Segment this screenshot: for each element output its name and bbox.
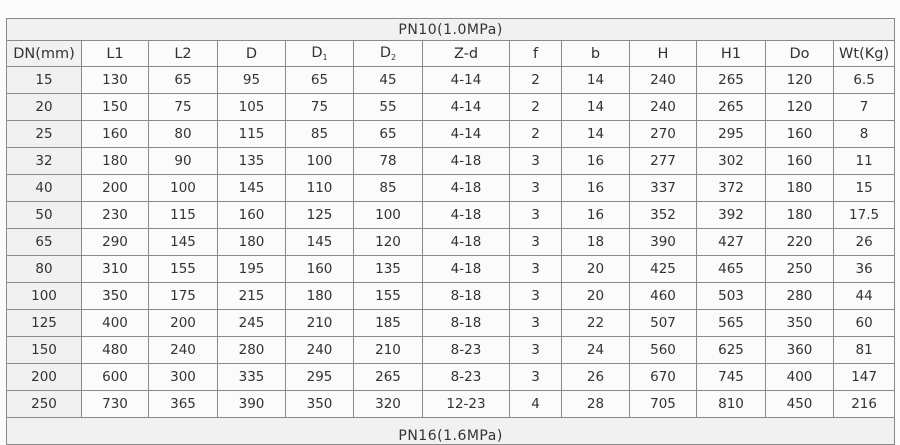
table-cell-d2: 78 xyxy=(354,148,423,175)
table-cell-l1: 400 xyxy=(82,310,149,337)
table-cell-d2: 210 xyxy=(354,337,423,364)
table-cell-h: 560 xyxy=(630,337,697,364)
table-cell-d: 180 xyxy=(218,229,286,256)
table-cell-d: 335 xyxy=(218,364,286,391)
table-cell-l1: 350 xyxy=(82,283,149,310)
table-cell-z-d: 4-18 xyxy=(423,229,510,256)
table-cell-l2: 115 xyxy=(149,202,218,229)
table-cell-l1: 180 xyxy=(82,148,149,175)
table-cell-d1: 350 xyxy=(286,391,354,418)
table-cell-d1: 110 xyxy=(286,175,354,202)
table-cell-z-d: 12-23 xyxy=(423,391,510,418)
table-cell-h1: 265 xyxy=(697,67,766,94)
table-cell-f: 3 xyxy=(510,364,562,391)
column-header-h1: H1 xyxy=(697,41,766,67)
column-header-d1: $D_1$ xyxy=(286,41,354,67)
table-cell-b: 20 xyxy=(562,283,630,310)
table-cell-d1: 65 xyxy=(286,67,354,94)
table-cell-f: 2 xyxy=(510,67,562,94)
table-cell-h: 390 xyxy=(630,229,697,256)
table-cell-wt: 44 xyxy=(834,283,895,310)
table-cell-z-d: 4-18 xyxy=(423,175,510,202)
table-row xyxy=(7,148,895,175)
table-cell-b: 16 xyxy=(562,202,630,229)
table-cell-b: 22 xyxy=(562,310,630,337)
table-cell-d2: 85 xyxy=(354,175,423,202)
table-cell-h1: 302 xyxy=(697,148,766,175)
table-cell-h1: 465 xyxy=(697,256,766,283)
table-cell-wt: 36 xyxy=(834,256,895,283)
table-cell-d: 390 xyxy=(218,391,286,418)
table-cell-h1: 265 xyxy=(697,94,766,121)
table-cell-z-d: 4-14 xyxy=(423,121,510,148)
table-cell-l1: 150 xyxy=(82,94,149,121)
table-cell-z-d: 4-14 xyxy=(423,67,510,94)
table-row xyxy=(7,94,895,121)
table-cell-dn: 40 xyxy=(7,175,82,202)
next-section-title-row xyxy=(7,418,895,445)
table-cell-b: 18 xyxy=(562,229,630,256)
table-cell-dn: 65 xyxy=(7,229,82,256)
table-cell-l1: 160 xyxy=(82,121,149,148)
table-cell-l1: 310 xyxy=(82,256,149,283)
table-cell-do: 180 xyxy=(766,202,834,229)
table-cell-l2: 365 xyxy=(149,391,218,418)
table-cell-d: 145 xyxy=(218,175,286,202)
table-cell-b: 24 xyxy=(562,337,630,364)
table-cell-l1: 200 xyxy=(82,175,149,202)
table-cell-d2: 185 xyxy=(354,310,423,337)
column-header-dn: DN(mm) xyxy=(7,41,82,67)
table-cell-f: 2 xyxy=(510,94,562,121)
table-cell-dn: 200 xyxy=(7,364,82,391)
table-cell-h: 352 xyxy=(630,202,697,229)
table-cell-z-d: 4-14 xyxy=(423,94,510,121)
table-cell-dn: 150 xyxy=(7,337,82,364)
table-cell-d: 280 xyxy=(218,337,286,364)
table-row xyxy=(7,310,895,337)
table-cell-d1: 145 xyxy=(286,229,354,256)
table-cell-l1: 600 xyxy=(82,364,149,391)
section-title: PN10(1.0MPa) xyxy=(7,19,895,41)
table-cell-wt: 26 xyxy=(834,229,895,256)
table-cell-dn: 15 xyxy=(7,67,82,94)
table-cell-do: 400 xyxy=(766,364,834,391)
table-cell-dn: 20 xyxy=(7,94,82,121)
table-cell-b: 14 xyxy=(562,67,630,94)
table-cell-d1: 240 xyxy=(286,337,354,364)
table-cell-h1: 565 xyxy=(697,310,766,337)
table-cell-d2: 65 xyxy=(354,121,423,148)
table-row xyxy=(7,229,895,256)
table-cell-h1: 503 xyxy=(697,283,766,310)
table-cell-dn: 250 xyxy=(7,391,82,418)
table-cell-h: 240 xyxy=(630,67,697,94)
table-cell-b: 14 xyxy=(562,121,630,148)
table-cell-z-d: 4-18 xyxy=(423,256,510,283)
table-cell-d1: 180 xyxy=(286,283,354,310)
table-cell-h: 277 xyxy=(630,148,697,175)
table-row xyxy=(7,121,895,148)
column-header-f: f xyxy=(510,41,562,67)
table-cell-h: 507 xyxy=(630,310,697,337)
table-cell-h1: 745 xyxy=(697,364,766,391)
table-cell-do: 350 xyxy=(766,310,834,337)
table-row xyxy=(7,391,895,418)
table-cell-d1: 160 xyxy=(286,256,354,283)
table-cell-d2: 45 xyxy=(354,67,423,94)
table-cell-d1: 295 xyxy=(286,364,354,391)
table-cell-d: 245 xyxy=(218,310,286,337)
table-cell-d1: 210 xyxy=(286,310,354,337)
table-cell-d: 115 xyxy=(218,121,286,148)
table-cell-f: 3 xyxy=(510,337,562,364)
table-cell-f: 3 xyxy=(510,229,562,256)
table-cell-f: 3 xyxy=(510,283,562,310)
table-cell-l2: 300 xyxy=(149,364,218,391)
table-cell-b: 16 xyxy=(562,175,630,202)
table-cell-h: 670 xyxy=(630,364,697,391)
table-cell-h: 337 xyxy=(630,175,697,202)
table-cell-l2: 145 xyxy=(149,229,218,256)
table-cell-l2: 175 xyxy=(149,283,218,310)
table-cell-f: 3 xyxy=(510,148,562,175)
table-cell-do: 180 xyxy=(766,175,834,202)
table-cell-wt: 15 xyxy=(834,175,895,202)
section-title-row xyxy=(7,19,895,41)
table-cell-z-d: 8-18 xyxy=(423,283,510,310)
table-cell-l1: 130 xyxy=(82,67,149,94)
table-cell-h1: 427 xyxy=(697,229,766,256)
table-cell-dn: 25 xyxy=(7,121,82,148)
column-header-l1: L1 xyxy=(82,41,149,67)
table-cell-h: 240 xyxy=(630,94,697,121)
table-cell-h: 270 xyxy=(630,121,697,148)
table-cell-d: 105 xyxy=(218,94,286,121)
table-row xyxy=(7,337,895,364)
column-header-wt: Wt(Kg) xyxy=(834,41,895,67)
table-cell-d2: 265 xyxy=(354,364,423,391)
table-cell-do: 120 xyxy=(766,67,834,94)
table-cell-wt: 17.5 xyxy=(834,202,895,229)
column-header-z-d: Z-d xyxy=(423,41,510,67)
table-cell-d2: 155 xyxy=(354,283,423,310)
table-cell-d: 95 xyxy=(218,67,286,94)
column-header-h: H xyxy=(630,41,697,67)
table-cell-l2: 90 xyxy=(149,148,218,175)
table-cell-d2: 320 xyxy=(354,391,423,418)
table-cell-f: 4 xyxy=(510,391,562,418)
table-cell-h: 460 xyxy=(630,283,697,310)
table-cell-l1: 480 xyxy=(82,337,149,364)
table-cell-d2: 120 xyxy=(354,229,423,256)
table-cell-l2: 100 xyxy=(149,175,218,202)
table-row xyxy=(7,67,895,94)
table-cell-do: 280 xyxy=(766,283,834,310)
table-cell-d: 135 xyxy=(218,148,286,175)
table-cell-l1: 730 xyxy=(82,391,149,418)
table-cell-h1: 625 xyxy=(697,337,766,364)
table-row xyxy=(7,283,895,310)
table-cell-b: 28 xyxy=(562,391,630,418)
column-header-d2: $D_2$ xyxy=(354,41,423,67)
table-cell-h1: 810 xyxy=(697,391,766,418)
table-row xyxy=(7,202,895,229)
table-cell-wt: 60 xyxy=(834,310,895,337)
table-cell-d2: 100 xyxy=(354,202,423,229)
table-cell-l2: 65 xyxy=(149,67,218,94)
table-cell-wt: 11 xyxy=(834,148,895,175)
table-cell-z-d: 8-23 xyxy=(423,337,510,364)
table-cell-wt: 216 xyxy=(834,391,895,418)
table-cell-d1: 75 xyxy=(286,94,354,121)
table-cell-b: 26 xyxy=(562,364,630,391)
table-cell-f: 2 xyxy=(510,121,562,148)
column-header-d: D xyxy=(218,41,286,67)
table-cell-l2: 155 xyxy=(149,256,218,283)
table-cell-h: 705 xyxy=(630,391,697,418)
table-cell-f: 3 xyxy=(510,175,562,202)
table-cell-h1: 392 xyxy=(697,202,766,229)
column-header-do: Do xyxy=(766,41,834,67)
table-cell-do: 160 xyxy=(766,148,834,175)
table-cell-dn: 50 xyxy=(7,202,82,229)
table-cell-l1: 290 xyxy=(82,229,149,256)
table-cell-z-d: 4-18 xyxy=(423,202,510,229)
table-cell-l2: 80 xyxy=(149,121,218,148)
column-header-l2: L2 xyxy=(149,41,218,67)
table-cell-h1: 372 xyxy=(697,175,766,202)
table-cell-do: 220 xyxy=(766,229,834,256)
table-cell-d: 215 xyxy=(218,283,286,310)
table-cell-d: 160 xyxy=(218,202,286,229)
table-cell-do: 450 xyxy=(766,391,834,418)
table-cell-dn: 32 xyxy=(7,148,82,175)
table-cell-f: 3 xyxy=(510,256,562,283)
table-cell-d2: 135 xyxy=(354,256,423,283)
table-cell-do: 250 xyxy=(766,256,834,283)
table-row xyxy=(7,364,895,391)
table-cell-b: 16 xyxy=(562,148,630,175)
table-cell-d1: 100 xyxy=(286,148,354,175)
table-row xyxy=(7,175,895,202)
table-cell-dn: 125 xyxy=(7,310,82,337)
table-cell-dn: 100 xyxy=(7,283,82,310)
table-row xyxy=(7,256,895,283)
table-cell-d: 195 xyxy=(218,256,286,283)
table-cell-l1: 230 xyxy=(82,202,149,229)
table-cell-d1: 125 xyxy=(286,202,354,229)
table-cell-z-d: 4-18 xyxy=(423,148,510,175)
table-cell-d2: 55 xyxy=(354,94,423,121)
table-cell-l2: 240 xyxy=(149,337,218,364)
spec-sheet xyxy=(6,18,894,444)
table-cell-f: 3 xyxy=(510,310,562,337)
table-cell-z-d: 8-23 xyxy=(423,364,510,391)
table-cell-do: 160 xyxy=(766,121,834,148)
table-cell-b: 20 xyxy=(562,256,630,283)
table-cell-wt: 147 xyxy=(834,364,895,391)
table-cell-wt: 6.5 xyxy=(834,67,895,94)
table-cell-z-d: 8-18 xyxy=(423,310,510,337)
next-section-title: PN16(1.6MPa) xyxy=(7,418,895,445)
dimension-table xyxy=(6,18,895,445)
table-cell-wt: 7 xyxy=(834,94,895,121)
header-row xyxy=(7,41,895,67)
table-cell-dn: 80 xyxy=(7,256,82,283)
table-cell-wt: 8 xyxy=(834,121,895,148)
column-header-b: b xyxy=(562,41,630,67)
table-cell-h1: 295 xyxy=(697,121,766,148)
table-cell-wt: 81 xyxy=(834,337,895,364)
table-cell-do: 360 xyxy=(766,337,834,364)
table-cell-b: 14 xyxy=(562,94,630,121)
table-cell-h: 425 xyxy=(630,256,697,283)
table-cell-l2: 200 xyxy=(149,310,218,337)
table-cell-f: 3 xyxy=(510,202,562,229)
table-cell-d1: 85 xyxy=(286,121,354,148)
table-cell-do: 120 xyxy=(766,94,834,121)
table-cell-l2: 75 xyxy=(149,94,218,121)
